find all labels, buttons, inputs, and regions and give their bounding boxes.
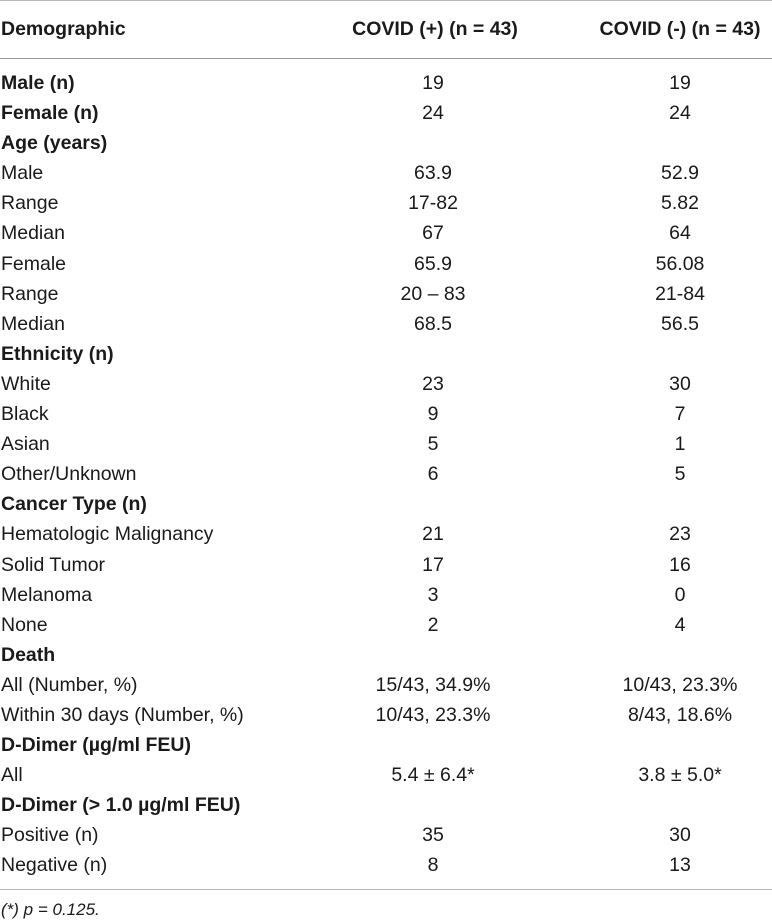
row-label: Other/Unknown (1, 463, 137, 486)
covid-positive-value: 67 (422, 222, 444, 245)
row-label: All (Number, %) (1, 673, 138, 696)
covid-negative-value: 10/43, 23.3% (622, 673, 738, 696)
row-label: None (1, 613, 48, 636)
header-demographic: Demographic (1, 18, 126, 40)
covid-negative-value: 56.08 (655, 252, 705, 275)
row-label: White (1, 372, 51, 395)
table-row (0, 309, 772, 339)
covid-positive-value: 65.9 (414, 252, 452, 275)
covid-positive-value: 63.9 (414, 162, 452, 185)
covid-positive-value: 23 (422, 372, 444, 395)
covid-positive-value: 3 (427, 583, 439, 606)
covid-positive-value: 17 (422, 553, 444, 576)
table-row (0, 610, 772, 640)
table-row (0, 249, 772, 279)
table-row (0, 550, 772, 580)
covid-positive-value: 24 (422, 102, 444, 125)
header-covid-negative: COVID (-) (n = 43) (599, 18, 761, 40)
row-label: D-Dimer (> 1.0 µg/ml FEU) (1, 794, 241, 817)
row-label: Male (1, 162, 44, 185)
covid-positive-value: 10/43, 23.3% (375, 703, 491, 726)
covid-negative-value: 5.82 (661, 192, 699, 215)
covid-negative-value: 4 (674, 613, 686, 636)
row-label: Female (1, 252, 67, 275)
section-row (0, 640, 772, 670)
footnote: (*) p = 0.125. (1, 900, 100, 919)
row-label: Ethnicity (n) (1, 342, 114, 365)
covid-negative-value: 64 (669, 222, 691, 245)
covid-negative-value: 52.9 (661, 162, 699, 185)
row-label: Age (years) (1, 132, 108, 155)
covid-negative-value: 19 (669, 72, 691, 94)
row-label: Death (1, 643, 56, 666)
section-row (0, 98, 772, 128)
table-body (0, 68, 772, 881)
row-label: Black (1, 403, 49, 426)
covid-positive-value: 2 (427, 613, 439, 636)
row-label: Negative (n) (1, 854, 108, 877)
table-row (0, 369, 772, 399)
covid-negative-value: 3.8 ± 5.0* (638, 764, 722, 787)
row-label: Solid Tumor (1, 553, 106, 576)
covid-negative-value: 30 (669, 824, 691, 847)
covid-negative-value: 8/43, 18.6% (627, 703, 733, 726)
row-label: Female (n) (1, 102, 99, 125)
table-header-row (0, 1, 772, 57)
covid-positive-value: 9 (427, 403, 439, 426)
table-row (0, 580, 772, 610)
covid-positive-value: 8 (427, 854, 439, 877)
section-row (0, 790, 772, 820)
table-row (0, 158, 772, 188)
row-label: All (1, 764, 23, 787)
section-row (0, 339, 772, 369)
table-row (0, 820, 772, 850)
covid-negative-value: 0 (674, 583, 686, 606)
row-label: Median (1, 222, 65, 245)
table-row (0, 670, 772, 700)
covid-negative-value: 24 (669, 102, 691, 125)
row-label: Range (1, 192, 59, 215)
row-label: Range (1, 282, 59, 305)
row-label: Cancer Type (n) (1, 493, 147, 516)
table-row (0, 218, 772, 248)
covid-negative-value: 7 (674, 403, 686, 426)
table-row (0, 188, 772, 218)
covid-positive-value: 20 – 83 (400, 282, 466, 305)
row-label: D-Dimer (µg/ml FEU) (1, 734, 191, 757)
header-covid-positive: COVID (+) (n = 43) (352, 18, 518, 40)
table-row (0, 429, 772, 459)
covid-positive-value: 21 (422, 523, 444, 546)
row-label: Asian (1, 433, 50, 456)
bottom-rule (0, 889, 772, 890)
covid-positive-value: 17-82 (408, 192, 458, 215)
covid-negative-value: 1 (674, 433, 686, 456)
row-label: Male (n) (1, 72, 75, 94)
section-row (0, 489, 772, 519)
covid-positive-value: 68.5 (414, 312, 452, 335)
section-row (0, 68, 772, 98)
table-row (0, 850, 772, 880)
table-row (0, 700, 772, 730)
covid-positive-value: 15/43, 34.9% (375, 673, 491, 696)
table-row (0, 760, 772, 790)
section-row (0, 730, 772, 760)
covid-positive-value: 5.4 ± 6.4* (391, 764, 475, 787)
table-row (0, 279, 772, 309)
table-row (0, 399, 772, 429)
row-label: Median (1, 312, 65, 335)
covid-positive-value: 6 (427, 463, 439, 486)
covid-positive-value: 19 (422, 72, 444, 94)
table-row (0, 519, 772, 549)
covid-negative-value: 56.5 (661, 312, 699, 335)
covid-positive-value: 5 (427, 433, 439, 456)
row-label: Within 30 days (Number, %) (1, 703, 244, 726)
covid-negative-value: 16 (669, 553, 691, 576)
covid-negative-value: 30 (669, 372, 691, 395)
table-row (0, 459, 772, 489)
covid-negative-value: 21-84 (655, 282, 705, 305)
section-row (0, 128, 772, 158)
header-rule (0, 58, 772, 59)
row-label: Positive (n) (1, 824, 99, 847)
covid-negative-value: 13 (669, 854, 691, 877)
covid-negative-value: 5 (674, 463, 686, 486)
row-label: Hematologic Malignancy (1, 523, 214, 546)
row-label: Melanoma (1, 583, 93, 606)
covid-negative-value: 23 (669, 523, 691, 546)
covid-positive-value: 35 (422, 824, 444, 847)
